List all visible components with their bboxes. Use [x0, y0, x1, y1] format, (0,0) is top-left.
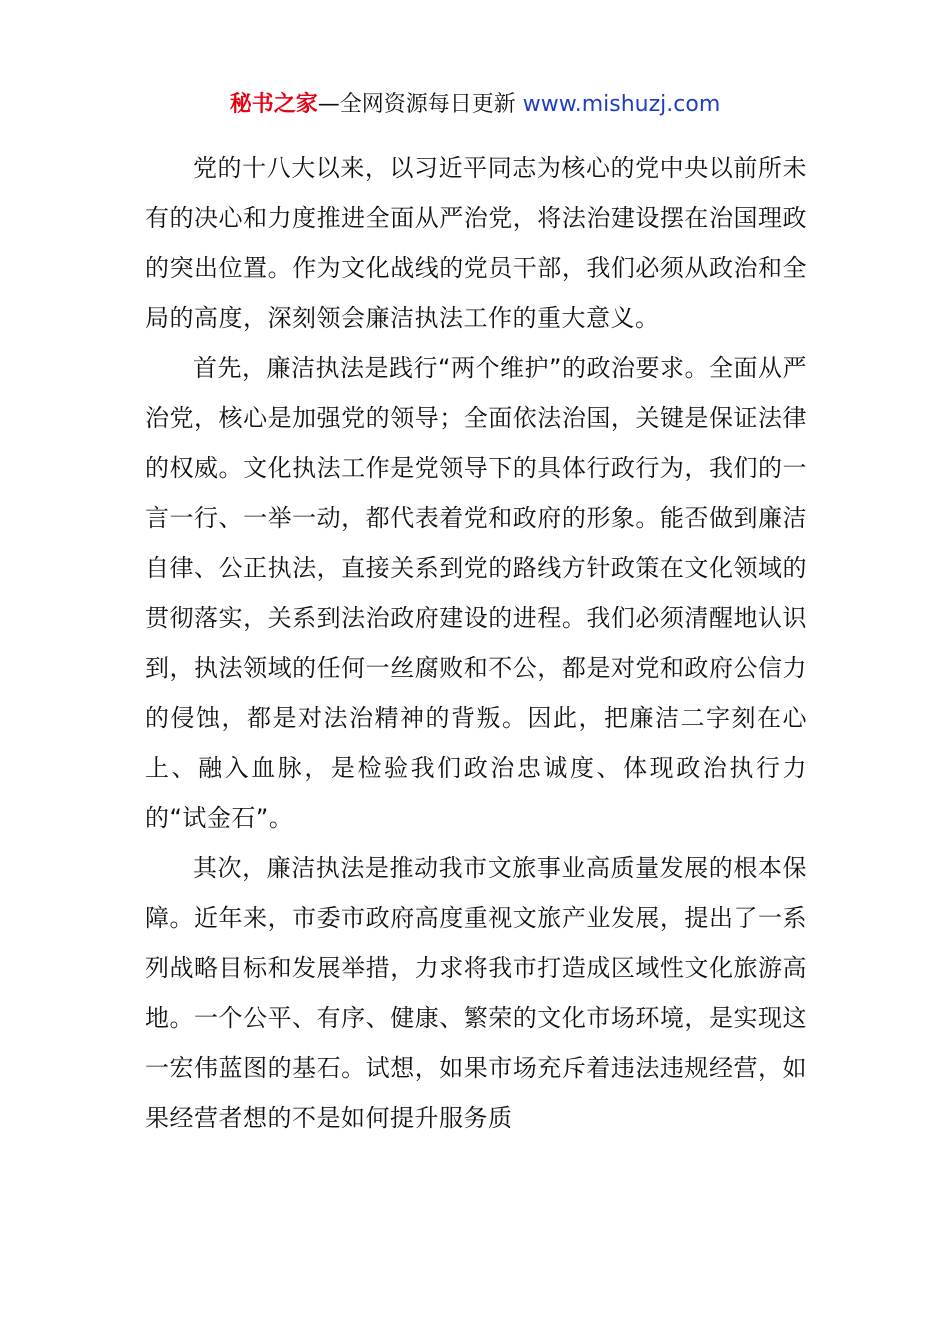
- page-header: [0, 90, 950, 120]
- document-body: [145, 143, 807, 1143]
- paragraph-1: 党的十八大以来，以习近平同志为核心的党中央以前所未有的决心和力度推进全面从严治党，将法治建设摆在治国理政的突出位置。作为文化战线的党员干部，我们必须从政治和全局的高度，深刻领会廉洁执法工作的重大意义。: [145, 154, 807, 332]
- paragraph-3: 其次，廉洁执法是推动我市文旅事业高质量发展的根本保障。近年来，市委市政府高度重视文旅产业发展，提出了一系列战略目标和发展举措，力求将我市打造成区域性文化旅游高地。一个公平、有序、健康、繁荣的文化市场环境，是实现这一宏伟蓝图的基石。试想，如果市场充斥着违法违规经营，如果经营者想的不是如何提升服务质: [145, 854, 807, 1132]
- header-tagline: —全网资源每日更新: [317, 92, 516, 117]
- paragraph-2: 首先，廉洁执法是践行“两个维护”的政治要求。全面从严治党，核心是加强党的领导；全面依法治国，关键是保证法律的权威。文化执法工作是党领导下的具体行政行为，我们的一言一行、一举一动，都代表着党和政府的形象。能否做到廉洁自律、公正执法，直接关系到党的路线方针政策在文化领域的贯彻落实，关系到法治政府建设的进程。我们必须清醒地认识到，执法领域的任何一丝腐败和不公，都是对党和政府公信力的侵蚀，都是对法治精神的背叛。因此，把廉洁二字刻在心上、融入血脉，是检验我们政治忠诚度、体现政治执行力的“试金石”。: [145, 354, 807, 832]
- header-brand: 秘书之家: [229, 92, 318, 117]
- header-url-link[interactable]: www.mishuzj.com: [522, 92, 721, 117]
